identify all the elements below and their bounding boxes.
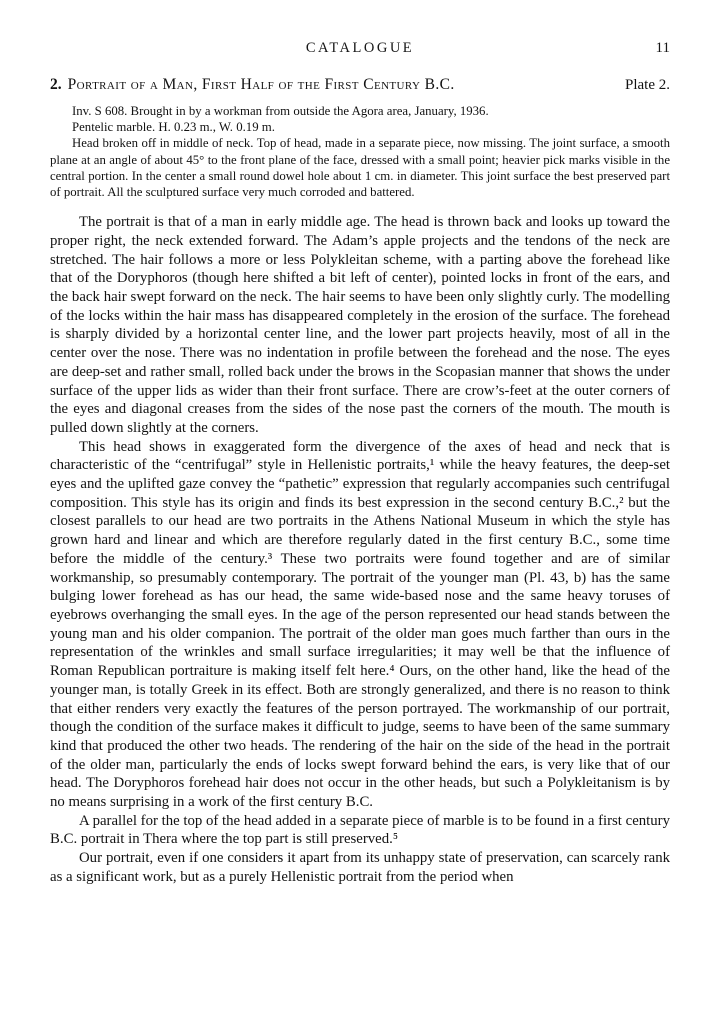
body-paragraph-description: The portrait is that of a man in early middle age. The head is thrown back and looks up toward the proper right, the neck extended forward. The Adam’s apple projects and the tendons of the neck are stretched. The hair follows a more or less Polykleitan scheme, with a parting above the forehead like that of the Doryphoros (though here shifted a bit left of center), pointed locks in front of the ears, and the back hair swept forward on the neck. The hair seems to have been only slightly curly. The modelling of the locks within the hair mass has disappeared completely in the erosion of the surface. The forehead is sharply divided by a horizontal center line, and the lower part projects heavily, most of all in the center over the nose. There was no indentation in profile between the forehead and the nose. The eyes are deep-set and rather small, rolled back under the brows in the Scopasian manner that shows the under surface of the upper lids as wider than their front surface. There are crow’s-feet at the outer corners of the eyes and diagonal creases from the sides of the nose past the corners of the mouth. The mouth is pulled down slightly at the corners.	[50, 214, 670, 436]
catalog-info-block	[50, 103, 670, 200]
material-dimensions-line: Pentelic marble. H. 0.23 m., W. 0.19 m.	[72, 120, 275, 135]
page-number: 11	[655, 40, 670, 56]
inventory-line: Inv. S 608. Brought in by a workman from outside the Agora area, January, 1936.	[72, 104, 489, 118]
entry-number: 2.	[50, 76, 62, 93]
plate-reference: Plate 2.	[625, 77, 670, 93]
body-paragraph-parallel: A parallel for the top of the head added in a separate piece of marble is to be found in a first century B.C. portrait in Thera where the top part is still preserved.⁵	[50, 812, 670, 848]
condition-description: Head broken off in middle of neck. Top of head, made in a separate piece, now missing. The joint surface, a smooth plane at an angle of about 45° to the front plane of the face, dressed with a small point; heavier pick marks visible in the central portion. In the center a small round dowel hole about 1 cm. in diameter. This joint surface the best preserved part of portrait. All the sculptured surface very much corroded and battered.	[50, 136, 670, 200]
running-head	[50, 40, 670, 60]
running-head-title: CATALOGUE	[305, 40, 415, 56]
body-paragraph-style-analysis: This head shows in exaggerated form the divergence of the axes of head and neck that is characteristic of the “centrifugal” style in Hellenistic portraits,¹ while the heavy features, the deep-set eyes and the uplifted gaze convey the “pathetic” expression that regularly accompanies such centrifugal composition. This style has its origin and finds its best expression in the second century B.C.,² but the closest parallels to our head are two portraits in the Athens National Museum in which the style has grown hard and linear and which are therefore regularly dated in the first century B.C., some time before the middle of the century.³ These two portraits were found together and are of similar workmanship, so presumably contemporary. The portrait of the younger man (Pl. 43, b) has the same bulging lower forehead as has our head, the same wide-based nose and the same heavy toruses of eyebrows overhanging the small eyes. In the age of the person represented our head stands between the young man and his older companion. The portrait of the older man goes much farther than ours in the representation of the wrinkles and small surface irregularities; it may well be that the influence of Roman Republican portraiture is making itself felt here.⁴ Ours, on the other hand, like the head of the younger man, is totally Greek in its effect. Both are strongly generalized, and there is no reason to think that either renders very exactly the features of the person portrayed. The workmanship of our portrait, though the condition of the surface makes it difficult to judge, seems to have been of the same summary kind that produced the other two heads. The rendering of the hair on the side of the head in the portrait of the older man, particularly the ends of locks swept forward behind the ears, is very like that of our head. The Doryphoros forehead hair does not occur in the other heads, but such a Polykleitanism is by no means surprising in a work of the first century B.C.	[50, 438, 670, 811]
body-text	[50, 213, 670, 886]
body-paragraph-assessment: Our portrait, even if one considers it apart from its unhappy state of preservation, can scarcely rank as a significant work, but as a purely Hellenistic portrait from the period when	[50, 850, 670, 885]
entry-heading-left	[50, 76, 455, 94]
entry-heading	[50, 76, 670, 94]
entry-title: Portrait of a Man, First Half of the First Century B.C.	[67, 76, 455, 93]
